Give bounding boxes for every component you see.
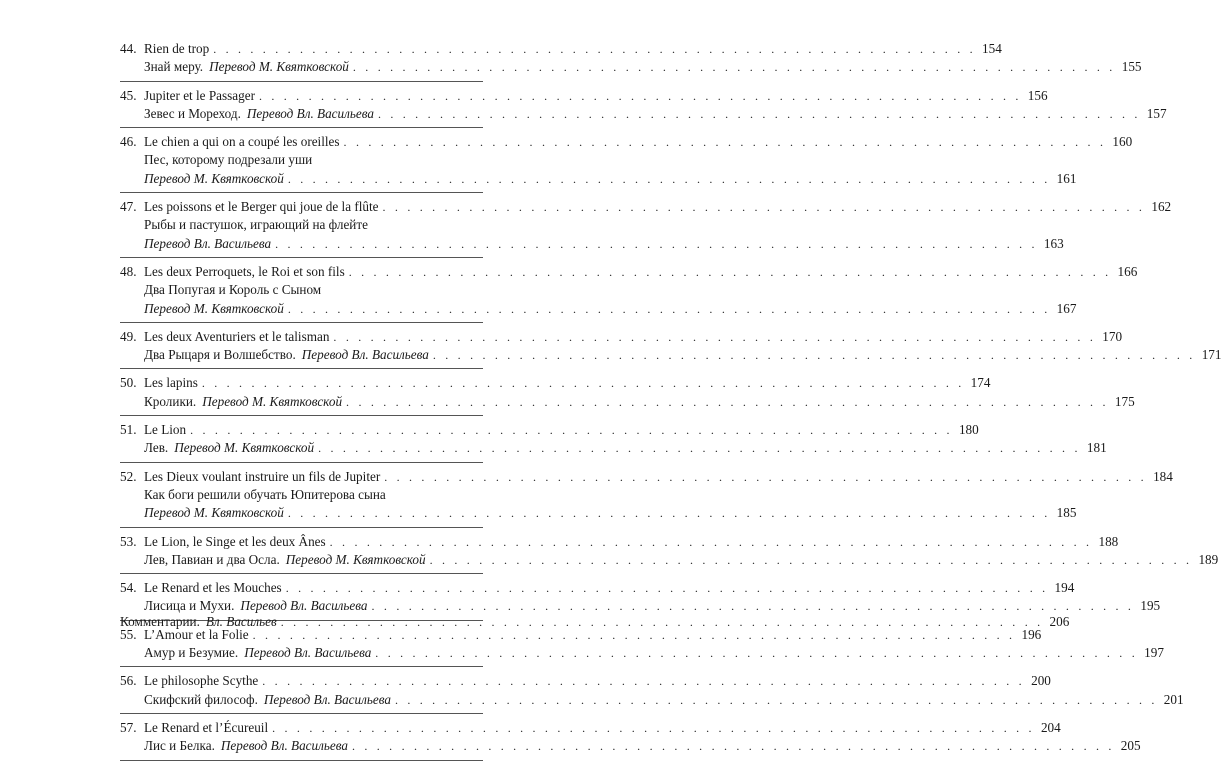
toc-line-french	[120, 87, 1048, 105]
toc-line-russian	[120, 105, 1167, 123]
russian-title: Лис и Белка.	[144, 738, 215, 754]
toc-line-french	[120, 40, 1002, 58]
french-title: Les Dieux voulant instruire un fils de Jupiter	[144, 468, 381, 484]
page-number: 174	[970, 375, 991, 391]
translator: Перевод М. Квятковской	[144, 505, 284, 521]
divider	[120, 322, 483, 323]
entry-number: 45.	[120, 87, 137, 103]
leader-dots	[353, 58, 1116, 76]
translator: Перевод М. Квятковской	[209, 59, 349, 75]
toc-line-russian	[120, 486, 483, 504]
page-number: 163	[1043, 235, 1064, 251]
toc-entry	[120, 133, 1133, 193]
leader-dots	[349, 263, 1112, 281]
page-number: 204	[1040, 719, 1061, 735]
divider	[120, 573, 483, 574]
translator: Перевод М. Квятковской	[202, 393, 343, 409]
toc-entry	[120, 672, 1184, 714]
leader-dots	[213, 40, 976, 58]
leader-dots	[430, 551, 1193, 569]
toc-line-russian	[120, 58, 1142, 76]
toc-line-russian	[120, 691, 1184, 709]
entry-number: 57.	[120, 719, 137, 735]
french-title: Le Lion	[144, 422, 187, 438]
entry-number: 48.	[120, 263, 137, 279]
russian-title: Амур и Безумие.	[144, 645, 239, 661]
page-number: 200	[1031, 673, 1051, 689]
russian-title: Два Попугая и Король с Сыном	[144, 282, 322, 298]
toc-line-russian	[120, 644, 1164, 662]
page-number: 157	[1146, 105, 1167, 121]
toc-line-russian	[120, 551, 1219, 569]
page-number: 197	[1144, 645, 1164, 661]
leader-dots	[288, 504, 1051, 522]
page-number: 170	[1102, 328, 1123, 344]
entry-number: 52.	[120, 468, 137, 484]
divider	[120, 192, 483, 193]
divider	[120, 415, 483, 416]
leader-dots	[190, 421, 953, 439]
french-title: Le Renard et l’Écureuil	[144, 719, 269, 735]
toc-line-french	[120, 533, 1119, 551]
page-number: 181	[1086, 440, 1107, 456]
translator: Перевод Вл. Васильева	[220, 738, 348, 754]
divider	[120, 127, 483, 128]
page-number: 184	[1153, 468, 1173, 484]
toc-line-translator	[120, 235, 1064, 253]
page-number: 195	[1140, 598, 1161, 614]
toc-entry	[120, 626, 1164, 668]
russian-title: Лев.	[144, 440, 169, 456]
leader-dots	[433, 346, 1196, 364]
toc-entry	[120, 40, 1142, 82]
page-number: 154	[982, 41, 1002, 56]
entry-number: 49.	[120, 328, 137, 344]
commentary-label: Комментарии.	[120, 614, 200, 629]
entry-number: 53.	[120, 533, 137, 549]
russian-title: Два Рыцаря и Волшебство.	[144, 347, 296, 363]
translator: Перевод Вл. Васильева	[301, 347, 429, 363]
toc-line-translator	[120, 504, 1077, 522]
translator: Перевод М. Квятковской	[144, 300, 284, 316]
leader-dots	[383, 198, 1146, 216]
leader-dots	[384, 468, 1147, 486]
toc-line-french	[120, 579, 1075, 597]
page-number: 206	[1049, 614, 1070, 629]
toc-line-french	[120, 374, 991, 392]
leader-dots	[259, 87, 1022, 105]
divider	[120, 527, 483, 528]
entry-number: 50.	[120, 375, 137, 391]
russian-title: Рыбы и пастушок, играющий на флейте	[144, 217, 368, 233]
page-number: 180	[958, 422, 979, 438]
french-title: Les deux Aventuriers et le talisman	[144, 328, 330, 344]
entry-number: 46.	[120, 134, 137, 150]
toc-entry	[120, 263, 1138, 323]
divider	[120, 666, 483, 667]
toc-entry	[120, 468, 1173, 528]
toc-entry	[120, 374, 1135, 416]
leader-dots	[288, 300, 1051, 318]
entry-number: 54.	[120, 580, 137, 596]
russian-title: Как боги решили обучать Юпитерова сына	[144, 486, 386, 502]
toc-entry	[120, 87, 1167, 129]
divider	[120, 81, 483, 82]
page-number: 161	[1056, 170, 1077, 186]
leader-dots	[344, 133, 1107, 151]
divider	[120, 257, 483, 258]
translator: Перевод Вл. Васильева	[263, 691, 391, 707]
divider	[120, 713, 483, 714]
toc-line-french	[120, 719, 1061, 737]
page-number: 155	[1121, 59, 1142, 75]
leader-dots	[346, 393, 1109, 411]
page-number: 188	[1098, 533, 1119, 549]
leader-dots	[378, 105, 1141, 123]
toc-entry	[120, 198, 1172, 258]
commentary-author: Вл. Васильев	[205, 614, 277, 629]
toc-line-french	[120, 672, 1051, 690]
divider	[120, 462, 483, 463]
toc-line-translator	[120, 170, 1077, 188]
page-number: 160	[1112, 134, 1133, 150]
commentary-entry	[120, 613, 1070, 631]
leader-dots	[352, 737, 1115, 755]
leader-dots	[288, 170, 1051, 188]
french-title: Les lapins	[144, 375, 198, 391]
russian-title: Лев, Павиан и два Осла.	[144, 551, 280, 567]
translator: Перевод Вл. Васильева	[240, 598, 368, 614]
toc-line-translator	[120, 300, 1077, 318]
leader-dots	[318, 439, 1081, 457]
french-title: Le Lion, le Singe et les deux Ânes	[144, 533, 326, 549]
page-number: 175	[1114, 393, 1135, 409]
toc-line-french	[120, 263, 1138, 281]
page-number: 156	[1027, 87, 1048, 103]
divider	[120, 760, 483, 761]
entry-number: 44.	[120, 41, 137, 56]
russian-title: Пес, которому подрезали уши	[144, 152, 313, 168]
page-number: 189	[1198, 551, 1219, 567]
page-number: 167	[1056, 300, 1077, 316]
toc-line-french	[120, 468, 1173, 486]
french-title: Jupiter et le Passager	[144, 87, 255, 103]
page-number: 171	[1201, 347, 1221, 363]
toc-line-french	[120, 328, 1123, 346]
leader-dots	[333, 328, 1096, 346]
translator: Перевод Вл. Васильева	[244, 645, 372, 661]
divider	[120, 368, 483, 369]
leader-dots	[330, 533, 1093, 551]
french-title: Rien de trop	[144, 41, 210, 56]
entry-number: 51.	[120, 422, 137, 438]
toc-line-russian	[120, 439, 1107, 457]
leader-dots	[262, 672, 1025, 690]
leader-dots	[275, 235, 1038, 253]
page-number: 205	[1120, 738, 1141, 754]
toc-line-commentary	[120, 613, 1070, 631]
toc-line-russian	[120, 281, 483, 299]
french-title: Le Renard et les Mouches	[144, 580, 282, 596]
russian-title: Скифский философ.	[144, 691, 258, 707]
toc-line-french	[120, 421, 979, 439]
toc-line-russian	[120, 737, 1141, 755]
toc-entry	[120, 719, 1141, 761]
page-number: 185	[1056, 505, 1077, 521]
entry-number: 55.	[120, 626, 137, 642]
russian-title: Зевес и Мореход.	[144, 105, 241, 121]
entry-number: 47.	[120, 199, 137, 215]
toc-line-russian	[120, 346, 1221, 364]
toc-entry	[120, 421, 1107, 463]
leader-dots	[272, 719, 1035, 737]
page-number: 194	[1054, 580, 1075, 596]
toc-line-russian	[120, 151, 483, 169]
leader-dots	[286, 579, 1049, 597]
translator: Перевод Вл. Васильева	[144, 235, 272, 251]
entry-number: 56.	[120, 673, 137, 689]
french-title: Le chien a qui on a coupé les oreilles	[144, 134, 340, 150]
russian-title: Кролики.	[144, 393, 197, 409]
toc-line-russian	[120, 216, 483, 234]
leader-dots	[202, 374, 965, 392]
translator: Перевод М. Квятковской	[285, 551, 426, 567]
toc-line-french	[120, 133, 1133, 151]
translator: Перевод Вл. Васильева	[246, 105, 374, 121]
french-title: L’Amour et la Folie	[144, 626, 249, 642]
translator: Перевод М. Квятковской	[174, 440, 315, 456]
page-number: 196	[1021, 626, 1042, 642]
toc-entry	[120, 533, 1219, 575]
leader-dots	[395, 691, 1158, 709]
page-number: 162	[1151, 199, 1172, 215]
french-title: Le philosophe Scythe	[144, 673, 259, 689]
toc-line-russian	[120, 393, 1135, 411]
leader-dots	[375, 644, 1138, 662]
page-number: 166	[1117, 263, 1138, 279]
translator: Перевод М. Квятковской	[144, 170, 284, 186]
toc-entry	[120, 328, 1221, 370]
russian-title: Лисица и Мухи.	[144, 598, 235, 614]
french-title: Les poissons et le Berger qui joue de la flûte	[144, 199, 379, 215]
toc-line-french	[120, 198, 1172, 216]
page-number: 201	[1163, 691, 1184, 707]
french-title: Les deux Perroquets, le Roi et son fils	[144, 263, 345, 279]
russian-title: Знай меру.	[144, 59, 204, 75]
leader-dots	[281, 613, 1044, 631]
